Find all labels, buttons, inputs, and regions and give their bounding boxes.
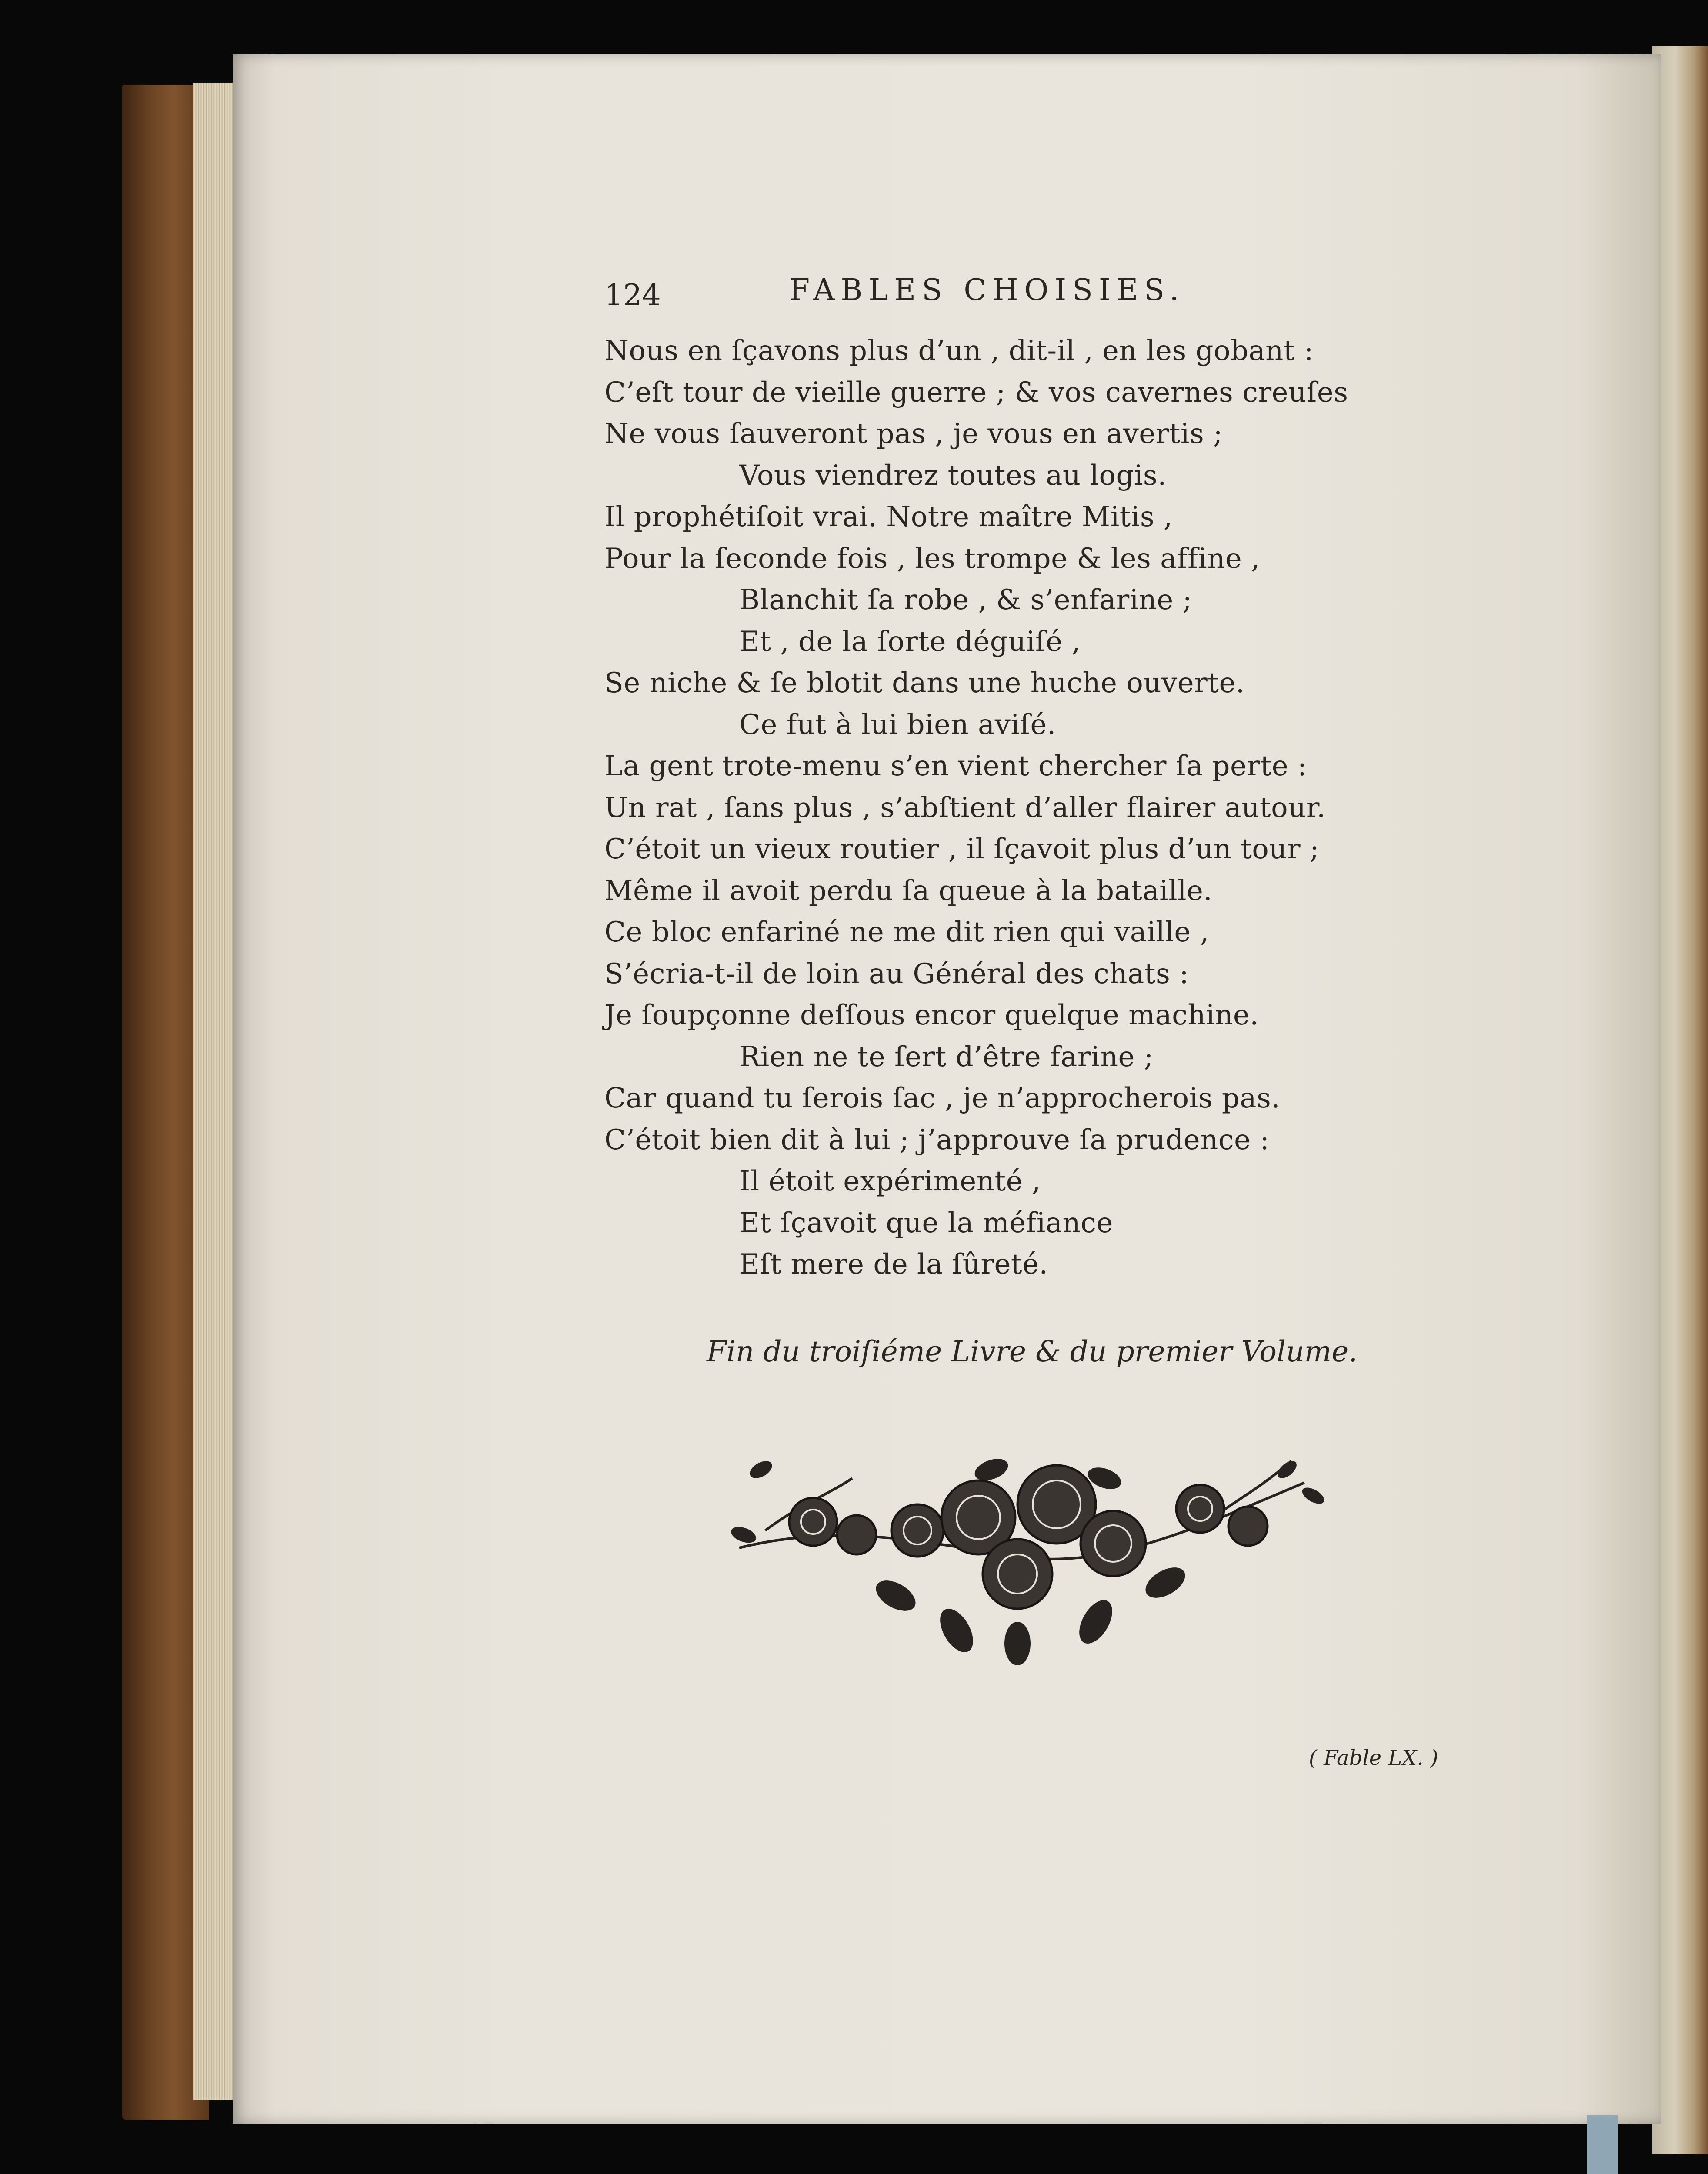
poem-line: Nous en ſçavons plus d’un , dit-il , en les gobant : bbox=[604, 335, 1314, 367]
end-note: Fin du troiſiéme Livre & du premier Volume. bbox=[707, 1335, 1358, 1368]
poem-line: Ce bloc enfariné ne me dit rien qui vaille , bbox=[604, 916, 1209, 948]
poem-line: Se niche & ſe blotit dans une huche ouverte. bbox=[604, 667, 1245, 699]
poem-line: La gent trote-menu s’en vient chercher ſa perte : bbox=[604, 750, 1307, 782]
poem-line: Ce fut à lui bien aviſé. bbox=[739, 708, 1056, 741]
poem-line: Et ſçavoit que la méfiance bbox=[739, 1207, 1113, 1239]
poem-line: Ne vous ſauveront pas , je vous en avertis ; bbox=[604, 418, 1223, 450]
running-title: FABLES CHOISIES. bbox=[789, 273, 1185, 307]
catchword: ( Fable LX. ) bbox=[1309, 1746, 1438, 1770]
poem-line: Eſt mere de la ſûreté. bbox=[739, 1248, 1048, 1280]
page-number: 124 bbox=[604, 278, 661, 313]
poem-line: Il étoit expérimenté , bbox=[739, 1165, 1041, 1197]
poem-line: Rien ne te ſert d’être farine ; bbox=[739, 1040, 1154, 1073]
poem-line: Vous viendrez toutes au logis. bbox=[739, 459, 1167, 492]
poem-line: Pour la ſeconde fois , les trompe & les affine , bbox=[604, 542, 1260, 575]
poem-line: Même il avoit perdu ſa queue à la bataille. bbox=[604, 874, 1213, 907]
poem-line: Blanchit ſa robe , & s’enfarine ; bbox=[739, 584, 1192, 616]
poem-line: Un rat , ſans plus , s’abſtient d’aller flairer autour. bbox=[604, 791, 1326, 824]
poem-line: C’étoit bien dit à lui ; j’approuve ſa prudence : bbox=[604, 1124, 1270, 1156]
poem-line: Je ſoupçonne deſſous encor quelque machine. bbox=[604, 999, 1259, 1031]
poem-line: C’eſt tour de vieille guerre ; & vos cavernes creuſes bbox=[604, 376, 1348, 409]
poem-line: C’étoit un vieux routier , il ſçavoit plus d’un tour ; bbox=[604, 833, 1320, 865]
ribbon-bookmark bbox=[1587, 2115, 1618, 2174]
poem-line: Et , de la ſorte déguiſé , bbox=[739, 625, 1081, 658]
poem-line: Car quand tu ſerois ſac , je n’approcherois pas. bbox=[604, 1082, 1281, 1114]
poem-line: S’écria-t-il de loin au Général des chats : bbox=[604, 957, 1189, 990]
poem-line: Il prophétiſoit vrai. Notre maître Mitis , bbox=[604, 501, 1173, 533]
floral-garland-ornament-icon bbox=[713, 1444, 1331, 1670]
